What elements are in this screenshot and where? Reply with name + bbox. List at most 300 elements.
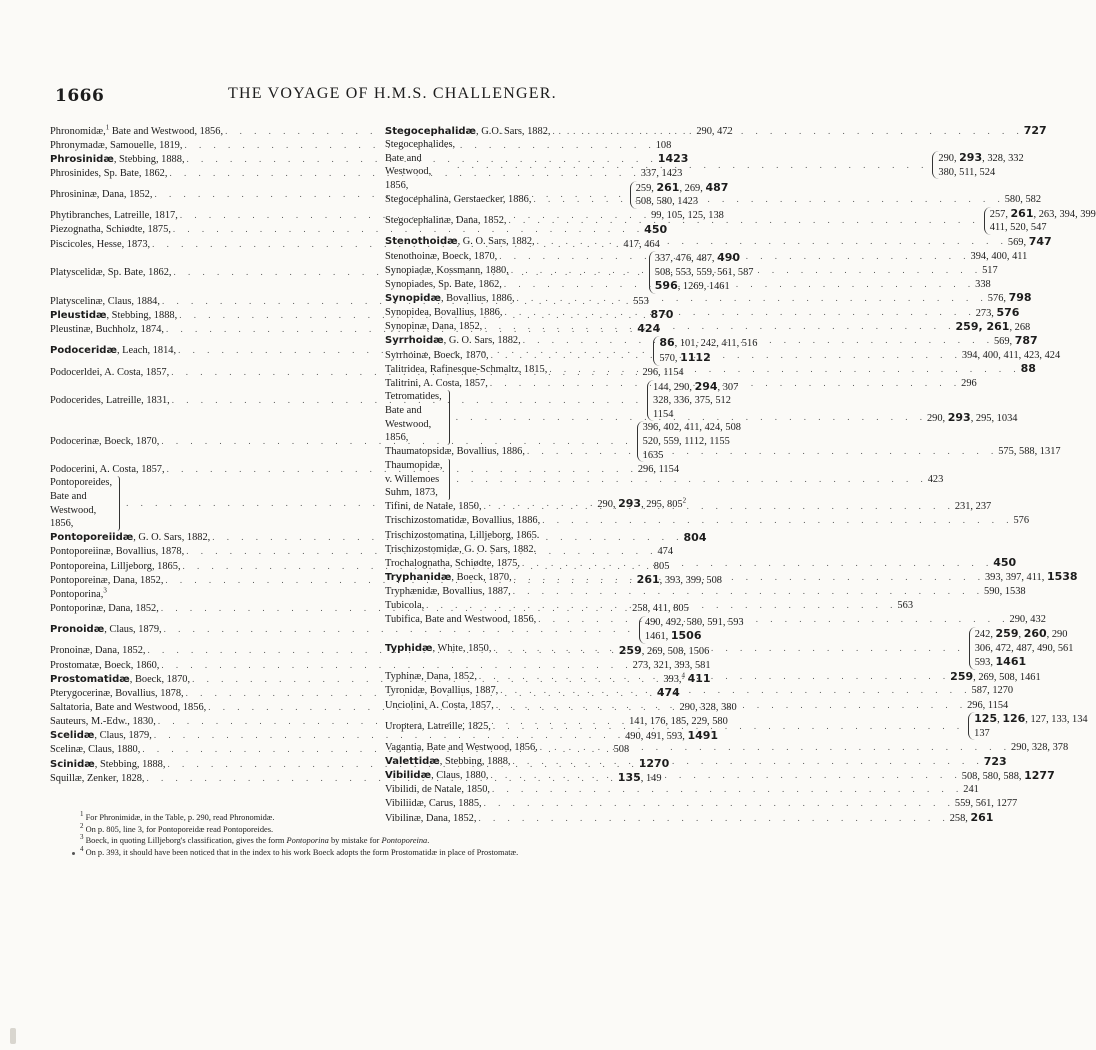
text-run: , G.O. Sars, 1882, — [476, 125, 551, 137]
entry-name — [385, 557, 522, 570]
index-entry — [50, 138, 672, 152]
text-run: 411, 520, 547 — [989, 222, 1047, 234]
page-reference-line — [984, 586, 1026, 597]
entry-name — [385, 235, 537, 248]
page-references — [1011, 741, 1068, 754]
page-reference-line — [993, 333, 1038, 347]
text-run: 108 — [655, 139, 672, 151]
leader-dots — [479, 670, 950, 686]
right-brace — [447, 390, 450, 444]
bold-text: 723 — [983, 754, 1007, 768]
entry-name — [50, 366, 171, 379]
text-run: Typhinæ, Dana, 1852, — [385, 671, 477, 683]
footnote — [80, 812, 720, 824]
page-reference-line — [1007, 234, 1052, 248]
text-run: , Bovallius, 1886, — [440, 292, 515, 304]
leader-dots — [490, 377, 961, 390]
index-entry — [385, 263, 998, 277]
page-references — [932, 151, 1023, 179]
entry-name — [50, 758, 167, 771]
text-run: , Claus, 1880, — [431, 770, 489, 782]
page-reference-line — [975, 642, 1074, 656]
page-references — [998, 445, 1060, 458]
entry-name — [385, 264, 511, 277]
index-entry — [385, 390, 1018, 444]
bold-text: 259 — [618, 643, 642, 657]
text-run: 290, — [938, 153, 960, 165]
bold-text: 1277 — [1024, 768, 1055, 782]
text-run: Syrrhoinæ, Boeck, 1870, — [385, 349, 489, 361]
leader-dots — [456, 473, 927, 486]
index-entry — [385, 754, 1007, 768]
page-references — [993, 556, 1016, 570]
text-run: , 263, 394, 399 — [1033, 208, 1096, 220]
page-references — [976, 306, 1020, 320]
bold-text: Scelidæ — [50, 730, 95, 742]
text-run: , Stebbing, 1888, — [439, 756, 511, 768]
text-run: Squillæ, Zenker, 1828, — [50, 772, 145, 784]
text-run: , 1269, 1461 — [677, 281, 730, 293]
text-run: Thaumopidæ, v. Willemoes Suhm, 1873, — [385, 459, 443, 499]
entry-name — [50, 623, 164, 636]
page-reference-line — [938, 166, 1023, 180]
bold-text: 596 — [654, 279, 678, 293]
bold-text: 787 — [1014, 333, 1038, 347]
index-entry — [385, 500, 992, 514]
bold-text: 576 — [996, 305, 1020, 319]
page-reference-line — [961, 378, 977, 389]
leader-dots — [553, 125, 1024, 138]
bold-text: 870 — [650, 308, 674, 322]
bold-text: 727 — [1023, 124, 1047, 138]
text-run: Talitridea, Rafinesque-Schmaltz, 1815, — [385, 363, 548, 375]
entry-name — [50, 223, 173, 236]
index-entry — [50, 462, 680, 476]
bold-text: Scinidæ — [50, 758, 95, 770]
text-run: 517 — [982, 264, 998, 276]
entry-name — [50, 435, 161, 448]
leader-dots — [523, 334, 994, 350]
page-reference-line — [975, 655, 1074, 670]
page-edge-mark — [10, 1028, 16, 1044]
entry-name — [50, 729, 154, 742]
entry-name — [50, 125, 225, 138]
text-run: Vagantia, Bate and Westwood, 1856, — [385, 741, 538, 753]
entry-name — [385, 306, 504, 319]
text-run: Tyronidæ, Bovallius, 1887, — [385, 685, 499, 697]
entry-name — [385, 459, 448, 500]
text-run: , White, 1850, — [432, 642, 492, 654]
text-run: 1635 — [642, 449, 664, 461]
page-reference-line — [1005, 194, 1041, 205]
leader-dots — [457, 159, 928, 172]
text-run: Pleustinæ, Buchholz, 1874, — [50, 323, 165, 335]
index-entry — [50, 658, 711, 672]
text-run: Phronomidæ, — [50, 125, 106, 137]
text-run: 338 — [975, 278, 991, 290]
text-run: Phrosinides, Sp. Bate, 1862, — [50, 167, 168, 179]
text-run: Vibiliidæ, Carus, 1885, — [385, 798, 482, 810]
page-references — [955, 500, 991, 513]
entry-name — [50, 139, 184, 152]
leader-dots — [426, 599, 897, 615]
entry-name-group — [50, 476, 126, 530]
bold-text: 293 — [618, 496, 642, 510]
text-run: Saltatoria, Bate and Westwood, 1856, — [50, 701, 207, 713]
text-run: Platyscelinæ, Claus, 1884, — [50, 295, 160, 307]
text-run: , — [997, 714, 1003, 726]
entry-name — [385, 543, 538, 556]
index-entry — [385, 445, 1061, 459]
index-entry — [385, 514, 1030, 528]
text-run: 380, 511, 524 — [938, 166, 996, 178]
text-run: 290, 472 — [696, 125, 733, 137]
entry-name — [385, 741, 540, 754]
text-run: 257, — [989, 208, 1011, 220]
index-entry — [50, 152, 689, 166]
index-entry — [385, 138, 1024, 192]
text-run: . — [427, 836, 430, 846]
page-references — [897, 599, 913, 612]
text-run: Unciolini, A. Costa, 1857, — [385, 699, 494, 711]
index-entry — [385, 740, 1069, 754]
text-run: 1461, — [644, 631, 671, 643]
leader-dots — [514, 571, 985, 587]
text-run: 258, — [949, 813, 971, 825]
entry-name — [50, 560, 183, 573]
text-run: 137 — [974, 727, 990, 739]
text-run: , Claus, 1879, — [94, 730, 152, 742]
text-run: 490, 491, 593, — [625, 730, 688, 742]
entry-name — [50, 153, 187, 166]
bold-text: 259, 261 — [955, 319, 1010, 333]
text-run: , 290 — [1046, 628, 1068, 640]
leader-dots — [492, 783, 963, 796]
entry-name — [385, 684, 500, 697]
page-reference-line — [1011, 742, 1068, 753]
text-run: Sauteurs, M.-Edw., 1830, — [50, 716, 156, 728]
text-run: 423 — [927, 473, 944, 485]
bold-text: Stenothoidæ — [385, 236, 458, 248]
page-references — [963, 783, 979, 796]
index-entry — [385, 797, 1018, 811]
bold-text: 293 — [959, 151, 983, 165]
entry-name — [50, 188, 154, 201]
entry-name — [50, 701, 208, 714]
footnote-ref: 4 — [80, 844, 84, 853]
entry-name — [50, 545, 186, 558]
text-run: 296 — [961, 377, 977, 389]
entry-name — [385, 699, 496, 712]
text-run: Platyscelidæ, Sp. Bate, 1862, — [50, 267, 172, 279]
leader-dots — [537, 235, 1008, 248]
leader-dots — [499, 250, 970, 263]
entry-name — [385, 390, 447, 444]
text-run: Podocerini, A. Costa, 1857, — [50, 463, 165, 475]
index-entry — [385, 362, 1036, 379]
index-entry — [385, 234, 1052, 249]
entry-name — [50, 687, 186, 700]
entry-name — [385, 377, 490, 390]
text-run: Trischizostomidæ, G. O. Sars, 1882. — [385, 543, 537, 555]
text-run: 559, 561, 1277 — [954, 798, 1018, 810]
page-references — [967, 699, 1008, 712]
entry-name — [385, 445, 527, 458]
bold-text: Tryphanidæ — [385, 571, 452, 583]
text-run: Phytibranches, Latreille, 1817, — [50, 210, 178, 222]
page-reference-line — [961, 768, 1055, 782]
leader-dots — [513, 585, 984, 598]
bold-text: 490 — [717, 251, 741, 265]
footnote — [80, 821, 720, 836]
entry-name — [385, 529, 541, 542]
entry-name — [385, 514, 542, 527]
text-run: 273, 321, 393, 581 — [632, 659, 711, 671]
bold-text: 293 — [947, 410, 971, 424]
text-run: 337, 1423 — [640, 167, 683, 179]
index-entry — [385, 193, 1042, 207]
bold-text: Syrrhoidæ — [385, 335, 444, 347]
entry-name — [385, 500, 484, 513]
leader-dots — [484, 320, 955, 336]
page-references — [927, 411, 1018, 425]
page-references — [1008, 235, 1052, 249]
entry-name — [50, 772, 147, 785]
text-run: , 101, 242, 411, 516 — [674, 338, 758, 350]
bold-text: Prostomatidæ — [50, 673, 130, 685]
index-entry — [385, 570, 1078, 587]
index-entry — [385, 613, 1046, 627]
page-reference-line — [972, 685, 1014, 696]
bold-text: 1423 — [657, 152, 689, 166]
bold-text: Pleustidæ — [50, 309, 107, 321]
bold-text: 261 — [636, 573, 660, 587]
text-run: 258, 411, 805 — [632, 603, 689, 615]
bold-text: Pontoporeiidæ — [50, 532, 134, 544]
text-run: Podocerinæ, Boeck, 1870, — [50, 436, 160, 448]
bold-text: 261 — [1010, 206, 1034, 220]
page-reference-line — [950, 669, 1041, 683]
page-reference-line — [993, 558, 1016, 569]
text-run: , 328, 332 — [982, 153, 1024, 165]
entry-name — [50, 574, 165, 587]
text-run: Pontoporeides, Bate and Westwood, 1856, — [50, 477, 113, 530]
index-entry — [385, 348, 1061, 362]
text-run: 337, 476, 487, — [654, 253, 718, 265]
text-run: Vibilidi, de Natale, 1850, — [385, 784, 490, 796]
text-run: 296, 1154 — [642, 367, 684, 379]
text-run: , 127, 133, 134 — [1025, 714, 1088, 726]
page-reference-line — [1024, 126, 1047, 137]
text-run: 580, 582 — [1004, 194, 1042, 206]
page-references — [955, 797, 1017, 810]
entry-name-group — [385, 138, 457, 192]
text-run: , Stebbing, 1888, — [106, 309, 178, 321]
text-run: Vibilinæ, Dana, 1852, — [385, 812, 477, 824]
entry-name — [385, 769, 491, 782]
page-reference-line — [985, 572, 1078, 583]
text-run: 593, — [974, 657, 996, 669]
text-run: 393, 397, 411, — [984, 572, 1047, 584]
page-reference-line — [962, 350, 1060, 361]
entry-name — [50, 309, 179, 322]
text-run: , G. O. Sars, 1882, — [133, 532, 211, 544]
text-run: , 268 — [1009, 321, 1031, 333]
margin-mark — [72, 852, 75, 855]
text-run: , Stebbing, 1888, — [94, 758, 166, 770]
page-reference-line — [1013, 515, 1029, 526]
bold-text: 259 — [950, 669, 974, 683]
page-references — [1010, 613, 1046, 626]
text-run: Tryphænidæ, Bovallius, 1887, — [385, 586, 511, 598]
entry-name — [385, 797, 484, 810]
text-run: 393, — [663, 674, 682, 686]
page-reference-line — [963, 784, 979, 795]
text-run: 296, 1154 — [967, 699, 1009, 711]
bold-text: 798 — [1008, 291, 1032, 305]
bold-text: 125 — [974, 712, 998, 726]
text-run: On p. 805, line 3, for Pontoporeidæ read Pontoporeides. — [83, 824, 274, 834]
text-run: 508 — [613, 744, 630, 756]
bold-text: 487 — [705, 180, 729, 194]
bold-text: 1112 — [680, 350, 711, 364]
bold-text: 450 — [993, 556, 1017, 570]
footnote-ref: 2 — [682, 496, 687, 505]
text-run: 241 — [963, 784, 979, 796]
leader-dots — [549, 363, 1020, 379]
page-reference-line — [926, 410, 1018, 424]
text-run: Tifini, de Natale, 1850, — [385, 501, 482, 513]
index-entry — [385, 556, 1017, 570]
footnote — [80, 844, 720, 859]
text-run: 290, 328, 378 — [1011, 741, 1069, 753]
index-entry — [385, 319, 1031, 334]
text-run: 508, 580, 1423 — [635, 196, 699, 208]
page-references — [969, 627, 1074, 670]
footnote — [80, 835, 720, 847]
text-run: Synopidea, Bovallius, 1886, — [385, 307, 503, 319]
bold-text: 424 — [637, 322, 661, 336]
leader-dots — [527, 445, 998, 458]
entry-name — [50, 602, 161, 615]
leader-dots — [540, 741, 1011, 754]
page-reference-line — [971, 251, 1028, 262]
text-run: 563 — [897, 600, 914, 612]
leader-dots — [484, 500, 955, 513]
leader-dots — [504, 306, 975, 322]
index-entry — [385, 783, 979, 797]
page-references — [950, 670, 1041, 684]
bold-text: Stegocephalidæ — [385, 125, 477, 137]
text-run: Boeck, in quoting Lilljeborg's classification, gives the form — [83, 836, 287, 846]
entry-name — [385, 138, 457, 192]
index-entry — [385, 291, 1032, 305]
index-entry — [385, 768, 1055, 783]
text-run: Podocerides, Latreille, 1831, — [50, 395, 170, 407]
leader-dots — [509, 214, 980, 227]
entry-name — [50, 323, 166, 336]
page-reference-line — [975, 279, 991, 290]
page-references — [956, 320, 1031, 334]
footnote-ref: 4 — [681, 671, 686, 680]
entry-name — [50, 209, 180, 222]
entry-name — [50, 295, 162, 308]
text-run: Tubifica, Bate and Westwood, 1856, — [385, 614, 537, 626]
entry-name — [385, 214, 509, 227]
text-run: Prostomatæ, Boeck, 1860, — [50, 659, 160, 671]
leader-dots — [511, 264, 982, 277]
entry-name — [385, 125, 553, 138]
text-run: 590, 1538 — [984, 586, 1026, 598]
entry-name — [385, 720, 493, 733]
right-brace — [117, 476, 120, 530]
index-entry — [385, 684, 1014, 698]
page-references — [975, 278, 991, 291]
page-references — [1021, 362, 1036, 376]
text-run: 1154 — [653, 408, 674, 420]
leader-dots — [513, 755, 984, 768]
bold-text: 411 — [687, 672, 711, 686]
footnote-ref: 3 — [80, 833, 84, 842]
bold-text: 1270 — [638, 757, 670, 770]
bold-text: 259 — [995, 626, 1019, 640]
text-run: 569, — [993, 335, 1015, 347]
index-entry — [50, 166, 683, 180]
text-run: 396, 402, 411, 424, 508 — [642, 422, 741, 434]
page-reference-line — [990, 221, 1096, 235]
text-run: , G. O. Sars, 1882, — [457, 236, 535, 248]
text-run: , G. O. Sars, 1882, — [443, 335, 521, 347]
entry-name — [50, 476, 117, 530]
text-run: Pronoinæ, Dana, 1852, — [50, 645, 146, 657]
entry-name — [50, 644, 148, 657]
page-reference-line — [982, 265, 998, 276]
entry-name — [50, 715, 158, 728]
page-references — [962, 769, 1055, 783]
index-entry — [385, 626, 1074, 670]
page-reference-line — [897, 600, 913, 611]
text-run: Stegocephalides, Bate and Westwood, 1856, — [385, 139, 456, 191]
entry-name — [50, 238, 152, 251]
footnote-ref: 1 — [80, 810, 84, 819]
page-reference-line — [983, 754, 1007, 768]
text-run: , 307 — [717, 381, 739, 393]
text-run: 520, 559, 1112, 1155 — [642, 436, 730, 448]
text-run: 273, — [975, 307, 997, 319]
leader-dots — [496, 699, 967, 712]
page-references — [961, 377, 977, 390]
bold-text: Typhidæ — [385, 642, 433, 654]
text-run: Piscicoles, Hesse, 1873, — [50, 238, 151, 250]
text-run: Trischizostomatidæ, Bovallius, 1886, — [385, 515, 541, 527]
text-run: , 269, 508, 1461 — [973, 671, 1041, 683]
bold-text: 126 — [1002, 712, 1026, 726]
entry-name — [385, 783, 492, 796]
text-run: , 269, — [679, 182, 706, 194]
bold-text: Pronoidæ — [50, 624, 105, 636]
index-entry — [385, 542, 720, 556]
page-reference-line — [988, 293, 1032, 304]
text-run: 575, 588, 1317 — [998, 446, 1061, 458]
text-run: 144, 290, — [653, 381, 695, 393]
leader-dots — [517, 292, 988, 305]
text-run: Podocerldei, A. Costa, 1857, — [50, 367, 170, 379]
entry-name — [50, 673, 192, 686]
page-references — [982, 264, 998, 277]
entry-name — [50, 743, 142, 756]
entry-name — [50, 266, 174, 279]
bold-text: 260 — [1023, 626, 1047, 640]
